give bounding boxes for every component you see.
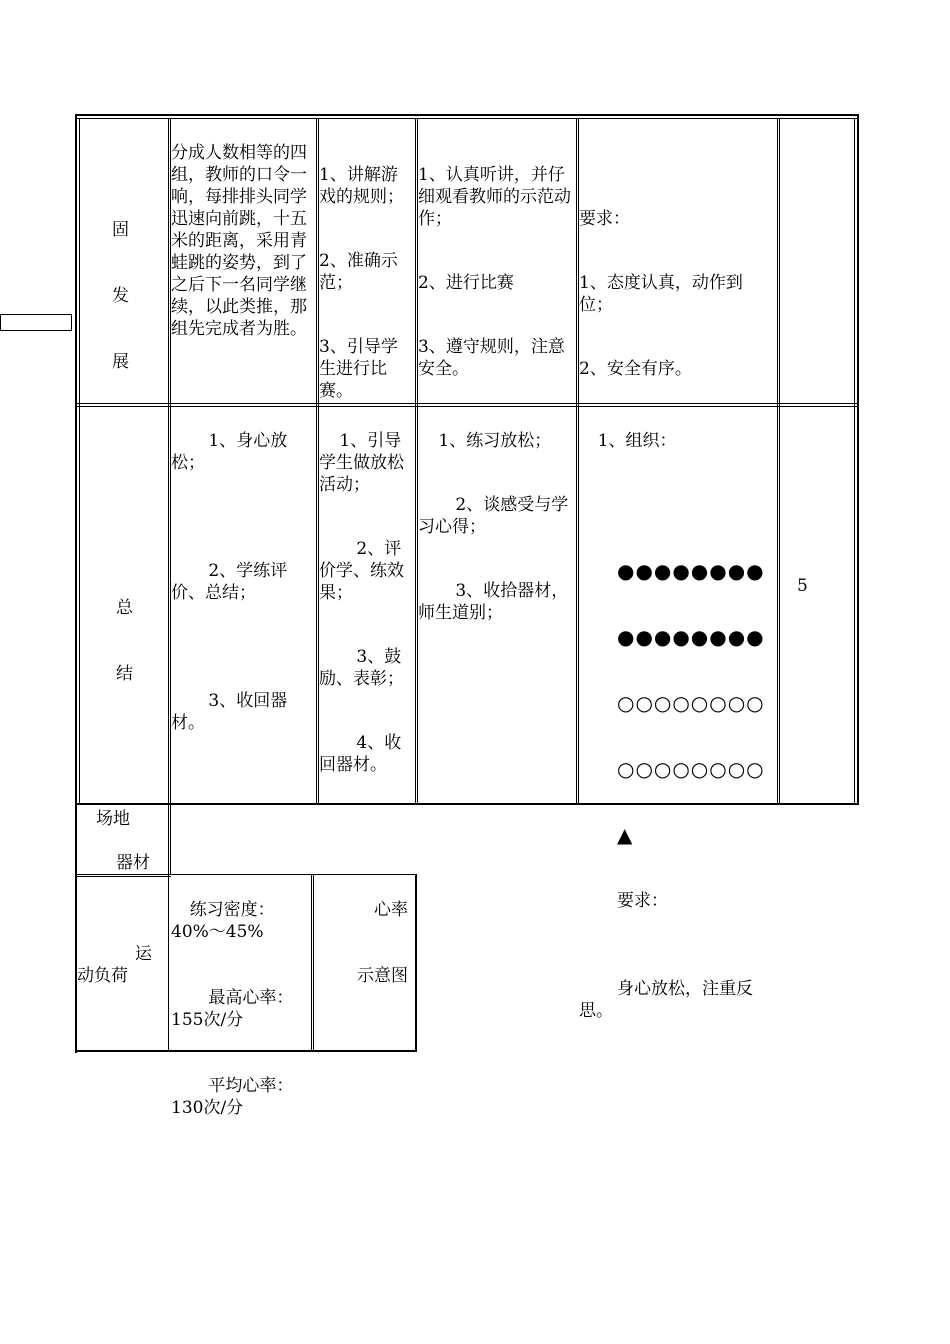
row2-student-2: 2、谈感受与学习心得； [418,495,569,537]
row2-teacher-4: 4、收回器材。 [319,733,402,775]
load-top [168,874,416,875]
row2-stage-char-1: 总 [116,598,133,618]
row2-time: 5 [797,576,808,596]
row2-content-3: 3、收回器材。 [171,691,288,733]
load-chart-label-1: 心率 [374,900,408,920]
load-chart-label-2: 示意图 [357,966,408,986]
row1-student [418,142,572,402]
row1-org [579,186,771,402]
margin-box [0,314,72,331]
row1-stage-char-3: 展 [112,352,129,372]
load-col-1 [168,875,169,1052]
col-sep-5 [777,118,778,805]
row2-org-req: 身心放松，注重反思。 [579,979,753,1021]
row1-student-1: 1、认真听讲，并仔细观看教师的示范动作； [418,165,571,229]
row2-org-title: 1、组织： [597,431,677,451]
load-label-1: 运 [135,944,152,964]
table-top-border-inner [77,118,857,119]
formation-row-hollow-2: ○○○○○○○○ [617,757,765,781]
row2-student [418,408,572,646]
row1-student-2: 2、进行比赛 [418,273,514,293]
load-avg-hr: 平均心率：130次/分 [171,1076,294,1118]
table-left-border-inner [79,118,80,805]
col-sep-4 [576,118,577,805]
row2-teacher-1: 1、引导学生做放松活动； [319,431,404,495]
table-top-border [75,114,859,116]
row1-stage [112,197,142,395]
col-sep-3 [415,118,416,805]
row2-stage [116,575,146,707]
row1-student-3: 3、遵守规则，注意安全。 [418,337,565,379]
row1-stage-char-2: 发 [112,286,129,306]
row1-stage-char-1: 固 [112,220,129,240]
venue-bottom [75,874,171,875]
row1-content: 分成人数相等的四组，教师的口令一响，每排排头同学迅速向前跳，十五米的距离，采用青蛙跳的姿势，到了之后下一名同学继续，以此类推，那组先完成者为胜。 [171,143,307,339]
col-sep-5b [779,118,780,805]
venue-bottom-b [75,876,171,877]
row1-teacher [319,142,413,424]
load-density: 练习密度：40%～45% [171,900,275,942]
table-right-border [857,114,859,805]
row2-content-1: 1、身心放松； [171,431,288,473]
row1-org-2: 2、安全有序。 [579,359,692,379]
row2-student-1: 1、练习放松； [438,431,552,451]
venue-label-1: 场地 [96,809,130,829]
formation-row-filled-1: ●●●●●●●● [617,559,765,583]
table-right-border-inner [854,118,855,805]
row2-org-req-title: 要求： [617,891,668,911]
row1-org-1: 1、态度认真，动作到位； [579,273,743,315]
load-col-2 [311,874,312,1052]
load-chart-label [316,877,408,1009]
row2-stage-char-2: 结 [116,664,133,684]
row2-content [171,408,309,756]
table-left-border [75,114,77,1053]
row1-teacher-2: 2、准确示范； [319,251,398,293]
row2-teacher [319,408,413,798]
row1-org-title: 要求： [579,209,630,229]
row2-teacher-2: 2、评价学、练效果； [319,539,404,603]
col-sep-2 [316,118,317,805]
row2-teacher-3: 3、鼓励、表彰； [319,647,404,689]
row2-content-2: 2、学练评价、总结； [171,561,288,603]
row2-student-3: 3、收拾器材，师生道别； [418,581,569,623]
load-col-2b [313,874,314,1052]
load-values [171,877,309,1141]
col-sep-1 [168,118,169,875]
row1-teacher-1: 1、讲解游戏的规则； [319,165,404,207]
row2-org [579,408,771,1044]
load-max-hr: 最高心率：155次/分 [171,988,294,1030]
teacher-marker-icon: ▲ [617,823,634,847]
row-sep-1 [77,403,857,404]
load-label-2: 动负荷 [77,966,128,986]
load-right [415,874,417,1052]
row1-teacher-3: 3、引导学生进行比赛。 [319,337,398,401]
formation-row-hollow-1: ○○○○○○○○ [617,691,765,715]
row-sep-1b [77,406,857,407]
formation-row-filled-2: ●●●●●●●● [617,625,765,649]
venue-label-2: 器材 [116,853,150,873]
